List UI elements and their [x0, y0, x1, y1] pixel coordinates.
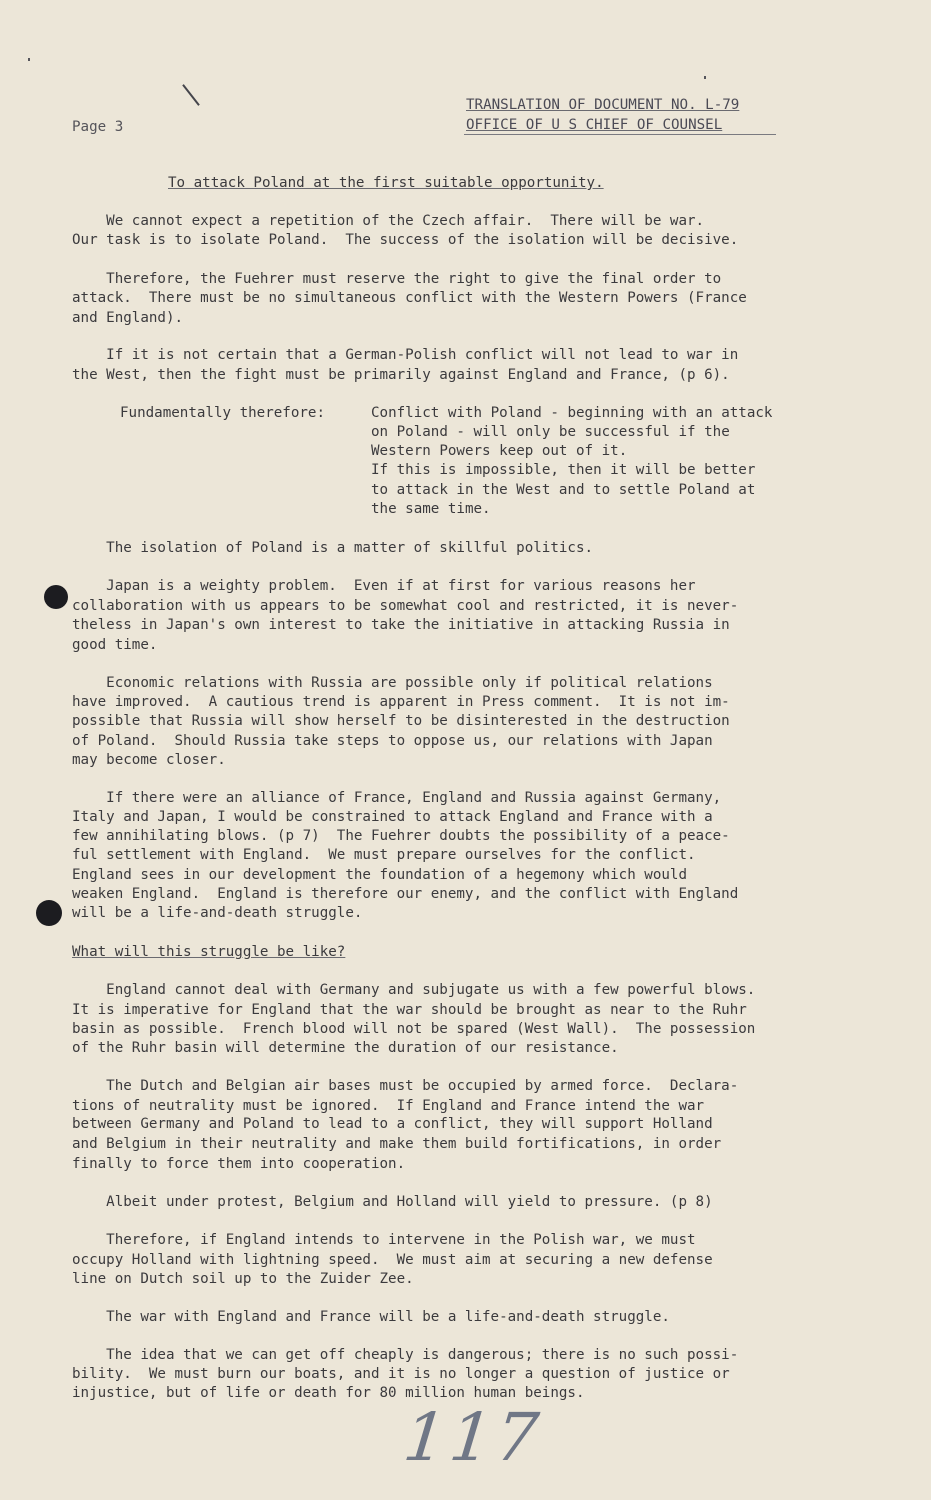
text-line: Italy and Japan, I would be constrained to attack England and France with a: [72, 809, 713, 825]
text-line: If there were an alliance of France, England and Russia against Germany,: [72, 790, 722, 806]
text-line: between Germany and Poland to lead to a conflict, they will support Holland: [72, 1116, 713, 1132]
text-line: Japan is a weighty problem. Even if at first for various reasons her: [72, 578, 696, 594]
speck: [704, 76, 706, 79]
text-line: The idea that we can get off cheaply is dangerous; there is no such possi-: [72, 1347, 739, 1363]
text-line: may become closer.: [72, 752, 226, 768]
text-line: Therefore, if England intends to intervene in the Polish war, we must: [72, 1232, 696, 1248]
text-line: good time.: [72, 637, 158, 653]
text-line: The isolation of Poland is a matter of skillful politics.: [72, 540, 594, 556]
text-line: England cannot deal with Germany and subjugate us with a few powerful blows.: [72, 982, 756, 998]
text-line: of Poland. Should Russia take steps to oppose us, our relations with Japan: [72, 733, 713, 749]
document-title: TRANSLATION OF DOCUMENT NO. L-79: [466, 97, 740, 113]
text-line: Western Powers keep out of it.: [371, 443, 628, 459]
speck: [28, 58, 30, 61]
pen-mark: [182, 84, 200, 106]
text-line: Our task is to isolate Poland. The success of the isolation will be decisive.: [72, 232, 739, 248]
text-line: few annihilating blows. (p 7) The Fuehrer doubts the possibility of a peace-: [72, 828, 730, 844]
text-line: Economic relations with Russia are possible only if political relations: [72, 675, 713, 691]
text-line: If this is impossible, then it will be better: [371, 462, 756, 478]
text-line: line on Dutch soil up to the Zuider Zee.: [72, 1271, 414, 1287]
handwritten-page-number: 117: [399, 1399, 547, 1476]
text-line: weaken England. England is therefore our enemy, and the conflict with England: [72, 886, 739, 902]
text-line: and Belgium in their neutrality and make them build fortifications, in order: [72, 1136, 722, 1152]
page-number: Page 3: [72, 119, 124, 135]
text-line: the same time.: [371, 501, 491, 517]
text-line: Albeit under protest, Belgium and Holland will yield to pressure. (p 8): [72, 1194, 713, 1210]
text-line: theless in Japan's own interest to take the initiative in attacking Russia in: [72, 617, 730, 633]
section-heading: What will this struggle be like?: [72, 944, 346, 960]
text-line: It is imperative for England that the war should be brought as near to the Ruhr: [72, 1002, 747, 1018]
text-line: We cannot expect a repetition of the Czech affair. There will be war.: [72, 213, 705, 229]
text-line: the West, then the fight must be primarily against England and France, (p 6).: [72, 367, 730, 383]
text-line: The Dutch and Belgian air bases must be occupied by armed force. Declara-: [72, 1078, 739, 1094]
text-line: on Poland - will only be successful if the: [371, 424, 730, 440]
header-rule: [464, 134, 776, 135]
text-line: have improved. A cautious trend is apparent in Press comment. It is not im-: [72, 694, 730, 710]
text-line: of the Ruhr basin will determine the duration of our resistance.: [72, 1040, 619, 1056]
office-label: OFFICE OF U S CHIEF OF COUNSEL: [466, 117, 723, 133]
text-line: tions of neutrality must be ignored. If England and France intend the war: [72, 1098, 705, 1114]
text-line: and England).: [72, 310, 184, 326]
text-line: Therefore, the Fuehrer must reserve the right to give the final order to: [72, 271, 722, 287]
fundamental-label: Fundamentally therefore:: [120, 405, 325, 421]
text-line: Conflict with Poland - beginning with an attack: [371, 405, 773, 421]
text-line: possible that Russia will show herself to be disinterested in the destruction: [72, 713, 730, 729]
punch-hole: [44, 585, 68, 609]
section-title: To attack Poland at the first suitable opportunity.: [168, 175, 604, 191]
text-line: England sees in our development the foundation of a hegemony which would: [72, 867, 687, 883]
text-line: will be a life-and-death struggle.: [72, 905, 363, 921]
text-line: bility. We must burn our boats, and it is no longer a question of justice or: [72, 1366, 730, 1382]
punch-hole: [36, 900, 62, 926]
text-line: ful settlement with England. We must prepare ourselves for the conflict.: [72, 847, 696, 863]
text-line: If it is not certain that a German-Polish conflict will not lead to war in: [72, 347, 739, 363]
text-line: basin as possible. French blood will not be spared (West Wall). The possession: [72, 1021, 756, 1037]
text-line: The war with England and France will be a life-and-death struggle.: [72, 1309, 670, 1325]
text-line: collaboration with us appears to be somewhat cool and restricted, it is never-: [72, 598, 739, 614]
text-line: attack. There must be no simultaneous conflict with the Western Powers (France: [72, 290, 747, 306]
text-line: finally to force them into cooperation.: [72, 1156, 406, 1172]
text-line: to attack in the West and to settle Poland at: [371, 482, 756, 498]
text-line: occupy Holland with lightning speed. We must aim at securing a new defense: [72, 1252, 713, 1268]
text-line: injustice, but of life or death for 80 million human beings.: [72, 1385, 585, 1401]
